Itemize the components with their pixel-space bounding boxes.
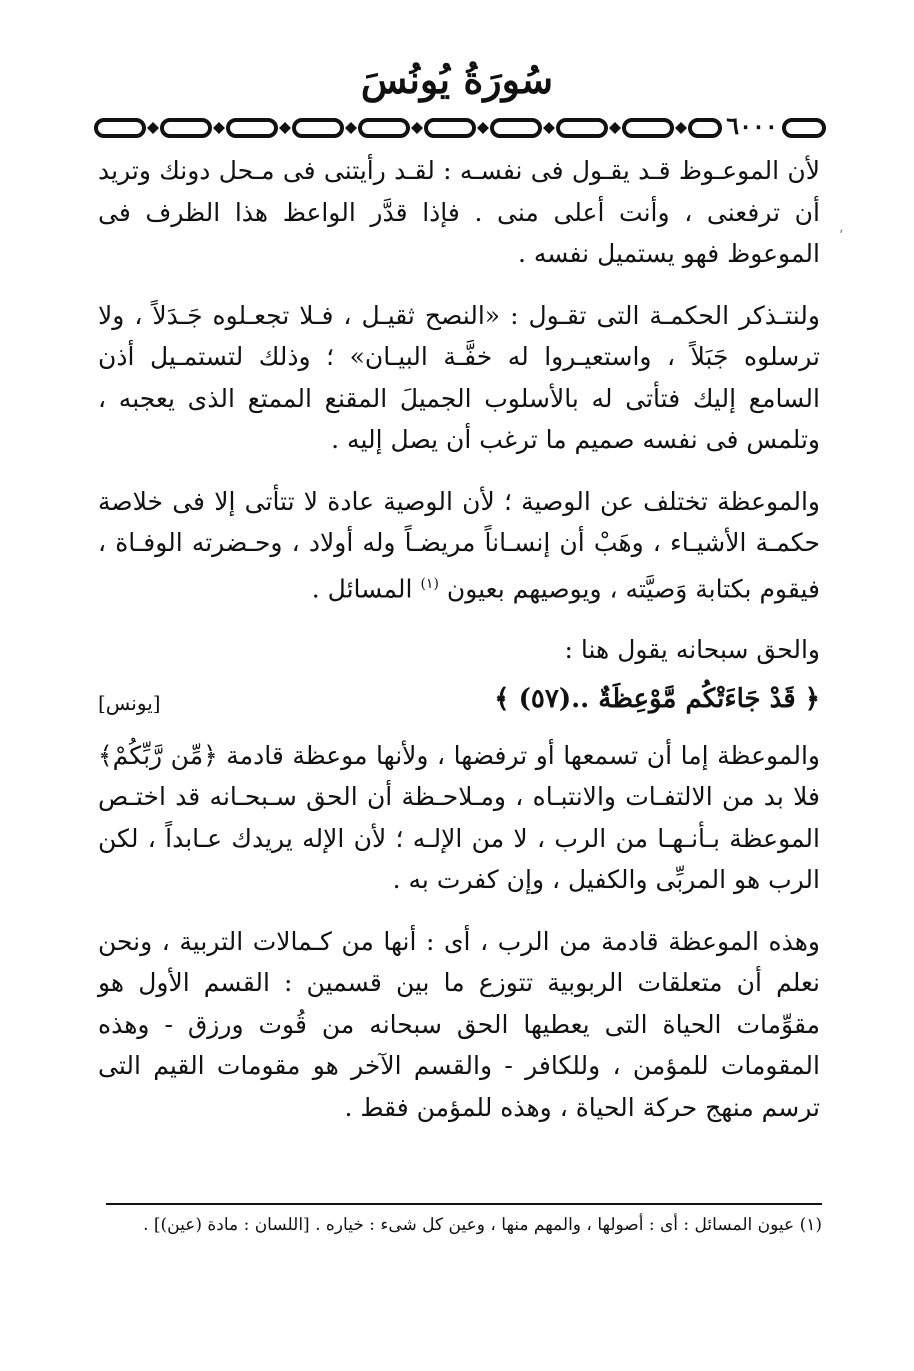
footnote-marker[interactable]: (١)	[420, 575, 439, 592]
paragraph-2: ولنتـذكر الحكمـة التى تقـول : «النصح ثقيـل ، فـلا تجعـلوه جَـدَلاً ، ولا ترسلوه جَبَلاً ، واستعيـروا له خفَّـة البيـان» ؛ وذلك لتستمـيل أذن السامع إليك فتأتى له بالأسلوب الجميلَ المقنع الممتع الذى يعجبه ، وتلمس فى نفسه صميم ما ترغب أن يصل إليه .	[98, 300, 820, 454]
verse-reference: [يونس]	[98, 690, 161, 715]
paragraph-3	[98, 481, 820, 610]
page-number: ٦٠٠٠	[722, 111, 782, 141]
footnote-divider	[106, 1203, 822, 1205]
paragraph-5: وهذه الموعظة قادمة من الرب ، أى : أنها من كـمالات التربية ، ونحن نعلم أن متعلقات الربوبية تتوزع ما بين قسمين : القسم الأول هو مقوِّمات الحياة التى يعطيها الحق سبحانه من قُوت ورزق - وهذه المقومات للمؤمن ، وللكافر - والقسم الآخر هو مقومات القيم التى ترسم منهج حركة الحياة ، وهذه للمؤمن فقط .	[98, 926, 820, 1122]
paragraph-4: والموعظة إما أن تسمعها أو ترفضها ، ولأنها موعظة قادمة ﴿مِّن رَّبِّكُمْ﴾ فلا بد من الالتفـات والانتبـاه ، ومـلاحـظة أن الحق سـبحـانه قد اختـص الموعظة بـأنـهـا من الرب ، لا من الإلـه ؛ لأن الإله يريدك عـابداً ، لكن الرب هو المربِّى والكفيل ، وإن كفرت به .	[98, 740, 820, 895]
intro-line: والحق سبحانه يقول هنا :	[564, 635, 820, 665]
main-text	[98, 150, 820, 1148]
margin-mark: ٬	[839, 228, 844, 244]
quran-verse: ﴿ قَدْ جَاءَتْكُم مَّوْعِظَةٌ ..(٥٧) ﴾	[494, 683, 820, 714]
footnote: (١) عيون المسائل : أى : أصولها ، والمهم منها ، وعين كل شىء : خياره . [اللسان : مادة (عين)] .	[143, 1215, 822, 1235]
paragraph-3-end: المسائل .	[311, 573, 413, 603]
paragraph-3-text: والموعظة تختلف عن الوصية ؛ لأن الوصية عادة لا تتأتى إلا فى خلاصة حكمـة الأشيـاء ، وهَبْ أن إنسـاناً مريضـاً وله أولاد ، وحـضرته الوفـاة ، فيقوم بكتابة وَصيَّته ، ويوصيهم بعيون	[98, 486, 820, 603]
surah-title: سُورَةُ يُونُسَ	[360, 57, 554, 102]
verse-row	[98, 679, 820, 723]
paragraph-1: لأن الموعـوظ قـد يقـول فى نفسـه : لقـد رأيتنى فى مـحل دونك وتريد أن ترفعنى ، وأنت أعلى منى . فإذا قدَّر الواعظ هذا الظرف فى الموعوظ فهو يستميل نفسه .	[98, 156, 820, 268]
